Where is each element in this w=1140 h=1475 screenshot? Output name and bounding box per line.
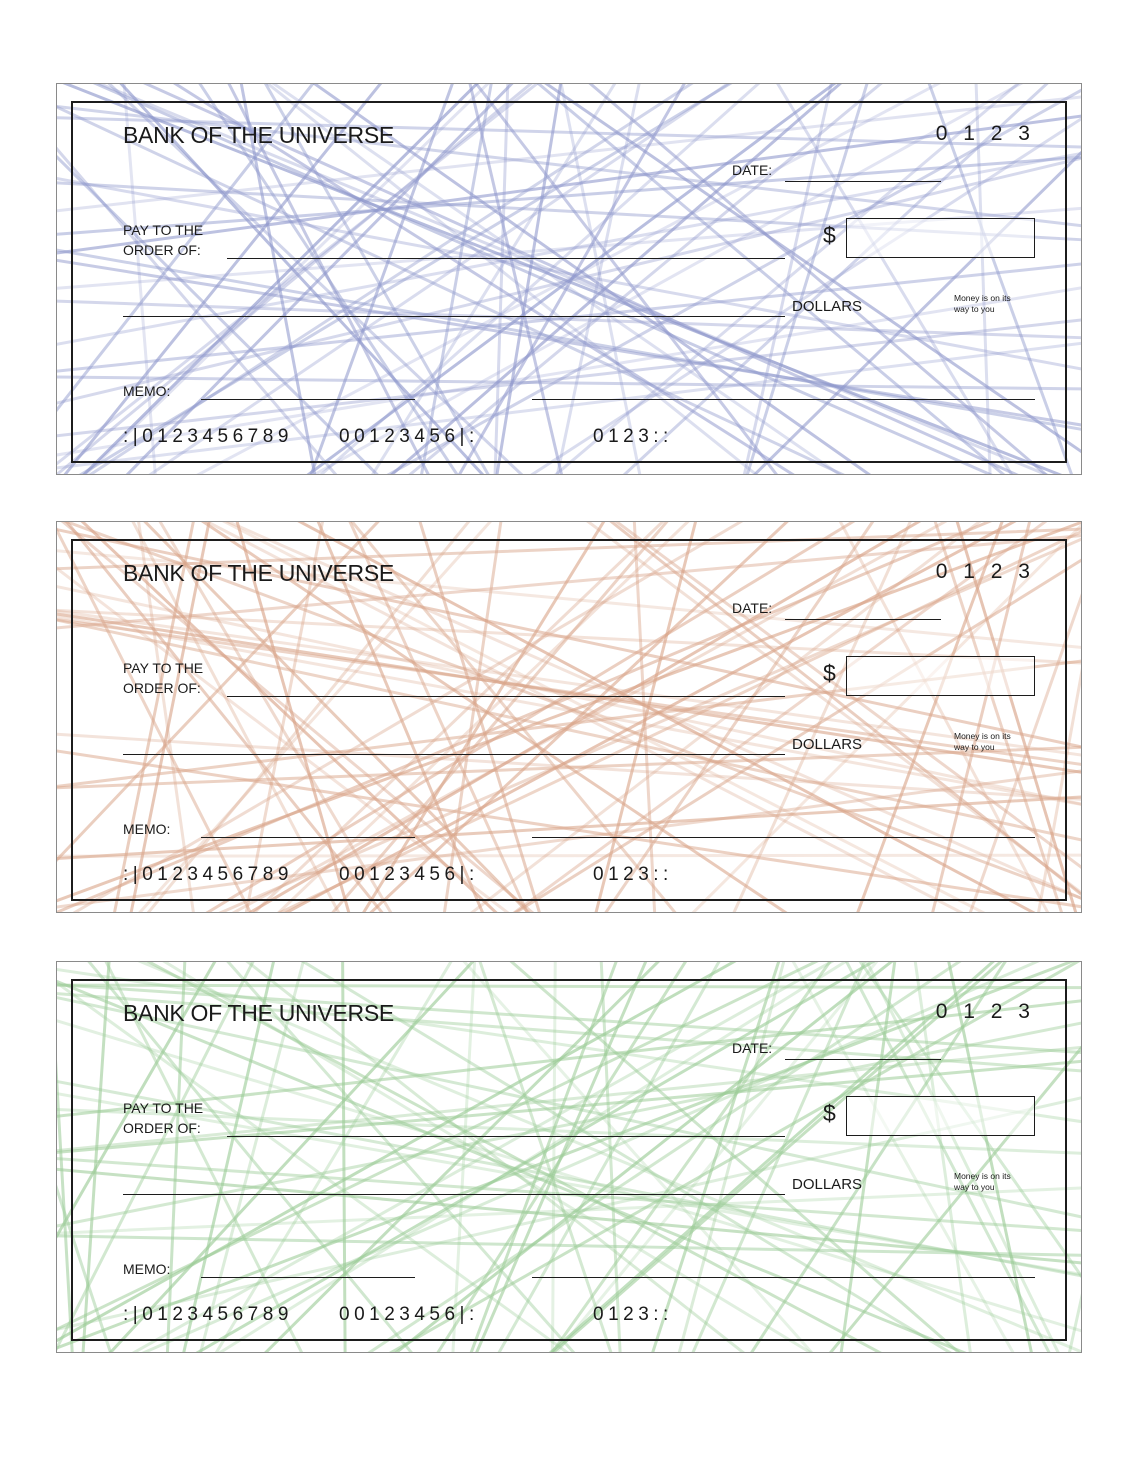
amount-in-words-field[interactable] [123,1194,785,1195]
pay-to-label: PAY TO THE [123,660,204,676]
bank-cheque [56,83,1082,475]
signature-field[interactable] [532,1277,1035,1278]
memo-label: MEMO: [123,821,171,837]
date-label: DATE: [732,600,773,616]
cheque-border [71,539,1067,901]
cheque-border [71,101,1067,463]
dollar-sign: $ [823,660,836,686]
bank-cheque [56,961,1082,1353]
dollar-sign: $ [823,222,836,248]
order-of-label: ORDER OF: [123,680,201,696]
check-number: 0 1 2 3 [935,560,1035,583]
amount-field[interactable] [846,656,1035,696]
micr-account-number: 00123456|: [339,864,479,885]
micr-account-number: 00123456|: [339,1304,479,1325]
micr-account-number: 00123456|: [339,426,479,447]
cheque-border [71,979,1067,1341]
dollar-sign: $ [823,1100,836,1126]
tagline: Money is on its way to you [954,731,1011,752]
memo-field[interactable] [201,1277,415,1278]
amount-in-words-field[interactable] [123,754,785,755]
signature-field[interactable] [532,837,1035,838]
memo-label: MEMO: [123,383,171,399]
payee-field[interactable] [227,258,785,259]
date-field[interactable] [785,1059,941,1060]
date-field[interactable] [785,619,941,620]
pattern-stroke [1065,962,1081,1352]
pay-to-label: PAY TO THE [123,222,204,238]
payee-field[interactable] [227,1136,785,1137]
dollars-label: DOLLARS [792,1176,863,1193]
order-of-label: ORDER OF: [123,1120,201,1136]
tagline: Money is on its way to you [954,293,1011,314]
micr-check-number: 0123:: [593,426,673,447]
dollars-label: DOLLARS [792,736,863,753]
check-number: 0 1 2 3 [935,122,1035,145]
date-label: DATE: [732,162,773,178]
bank-cheque [56,521,1082,913]
order-of-label: ORDER OF: [123,242,201,258]
bank-name: BANK OF THE UNIVERSE [123,122,394,148]
check-number: 0 1 2 3 [935,1000,1035,1023]
pay-to-label: PAY TO THE [123,1100,204,1116]
micr-routing-number: :|0123456789 [123,1304,293,1325]
dollars-label: DOLLARS [792,298,863,315]
payee-field[interactable] [227,696,785,697]
micr-routing-number: :|0123456789 [123,864,293,885]
memo-field[interactable] [201,399,415,400]
bank-name: BANK OF THE UNIVERSE [123,1000,394,1026]
micr-check-number: 0123:: [593,1304,673,1325]
memo-label: MEMO: [123,1261,171,1277]
micr-routing-number: :|0123456789 [123,426,293,447]
signature-field[interactable] [532,399,1035,400]
date-field[interactable] [785,181,941,182]
amount-field[interactable] [846,1096,1035,1136]
micr-check-number: 0123:: [593,864,673,885]
date-label: DATE: [732,1040,773,1056]
amount-field[interactable] [846,218,1035,258]
tagline: Money is on its way to you [954,1171,1011,1192]
bank-name: BANK OF THE UNIVERSE [123,560,394,586]
amount-in-words-field[interactable] [123,316,785,317]
memo-field[interactable] [201,837,415,838]
